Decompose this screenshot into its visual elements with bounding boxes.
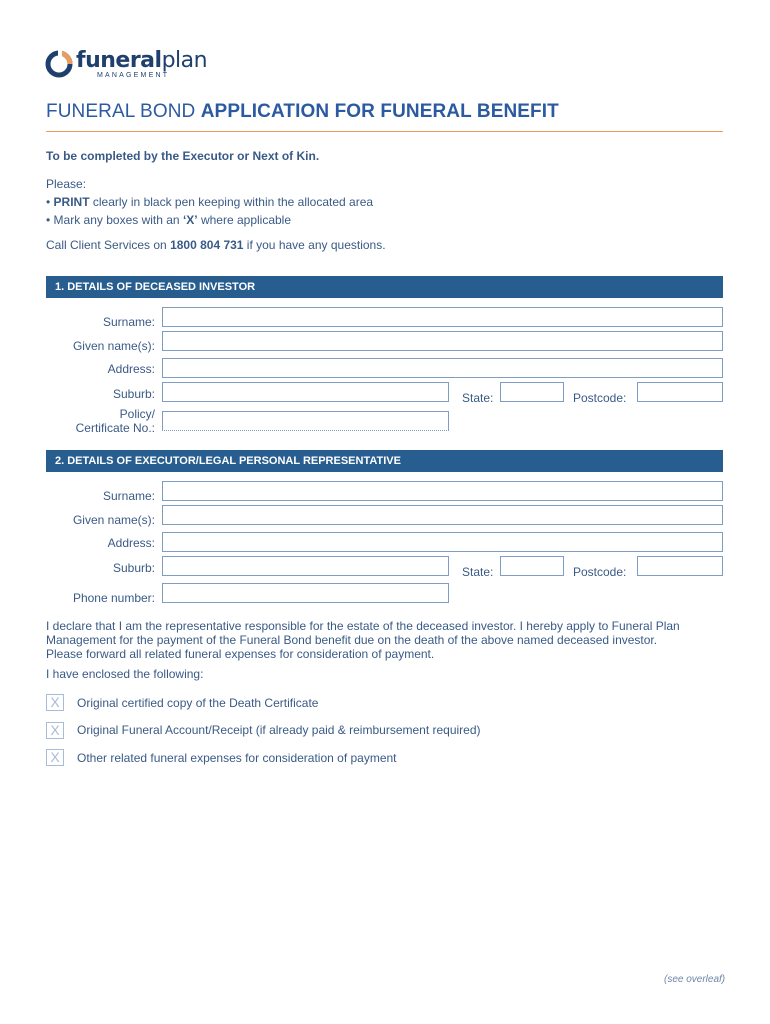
checkbox-label: Other related funeral expenses for consideration of payment — [77, 751, 397, 765]
s1-state-label: State: — [462, 391, 494, 405]
s1-policy-label: Policy/ Certificate No.: — [75, 407, 155, 435]
s1-policy-field[interactable] — [162, 411, 449, 431]
intro-bullet-1: • PRINT clearly in black pen keeping within the allocated area — [46, 195, 374, 209]
s2-address-field[interactable] — [162, 532, 723, 552]
declaration: I declare that I am the representative responsible for the estate of the deceased investor. I hereby apply to Funeral Plan Management for the payment of the Funeral Bond benefit due on the death of the above named deceased investor. Please forward all related funeral expenses for consideration of payment. — [46, 619, 680, 661]
section1-heading: 1. DETAILS OF DECEASED INVESTOR — [46, 276, 723, 298]
s2-phone-label: Phone number: — [72, 591, 155, 605]
s1-surname-field[interactable] — [162, 307, 723, 327]
s2-postcode-field[interactable] — [637, 556, 723, 576]
checkbox-death-certificate[interactable]: X — [46, 694, 64, 711]
checkbox-other-expenses[interactable]: X — [46, 749, 64, 766]
logo-swirl-icon — [45, 50, 73, 78]
s1-given-field[interactable] — [162, 331, 723, 351]
s1-address-field[interactable] — [162, 358, 723, 378]
s1-surname-label: Surname: — [102, 315, 155, 329]
s1-suburb-field[interactable] — [162, 382, 449, 402]
s1-address-label: Address: — [107, 362, 155, 376]
logo-subtitle: MANAGEMENT — [97, 72, 170, 79]
bullet-icon: • — [46, 195, 54, 209]
bullet-icon: • — [46, 213, 54, 227]
section2-heading: 2. DETAILS OF EXECUTOR/LEGAL PERSONAL REPRESENTATIVE — [46, 450, 723, 472]
s2-suburb-label: Suburb: — [112, 561, 155, 575]
logo — [45, 48, 208, 82]
checkbox-funeral-account[interactable]: X — [46, 722, 64, 739]
s1-suburb-label: Suburb: — [112, 387, 155, 401]
s2-surname-label: Surname: — [102, 489, 155, 503]
s2-state-label: State: — [462, 565, 494, 579]
s2-postcode-label: Postcode: — [573, 565, 627, 579]
see-overleaf-note: (see overleaf) — [664, 974, 726, 985]
s1-state-field[interactable] — [500, 382, 564, 402]
s1-given-label: Given name(s): — [72, 339, 155, 353]
checkbox-label: Original Funeral Account/Receipt (if already paid & reimbursement required) — [77, 723, 481, 737]
s2-address-label: Address: — [107, 536, 155, 550]
intro-please: Please: — [46, 177, 87, 191]
s2-phone-field[interactable] — [162, 583, 449, 603]
intro-call: Call Client Services on 1800 804 731 if you have any questions. — [46, 238, 386, 252]
s1-postcode-label: Postcode: — [573, 391, 627, 405]
enclosed-label: I have enclosed the following: — [46, 667, 204, 681]
checkbox-label: Original certified copy of the Death Certificate — [77, 696, 319, 710]
page-title: FUNERAL BOND APPLICATION FOR FUNERAL BENEFIT — [46, 101, 559, 122]
s2-surname-field[interactable] — [162, 481, 723, 501]
s2-given-label: Given name(s): — [72, 513, 155, 527]
s2-given-field[interactable] — [162, 505, 723, 525]
s2-suburb-field[interactable] — [162, 556, 449, 576]
title-divider — [46, 131, 723, 132]
s1-postcode-field[interactable] — [637, 382, 723, 402]
intro-lead: To be completed by the Executor or Next of Kin. — [46, 149, 320, 163]
intro-bullet-2: • Mark any boxes with an ‘X’ where applicable — [46, 213, 292, 227]
s2-state-field[interactable] — [500, 556, 564, 576]
logo-wordmark: funeralplan — [76, 48, 208, 73]
